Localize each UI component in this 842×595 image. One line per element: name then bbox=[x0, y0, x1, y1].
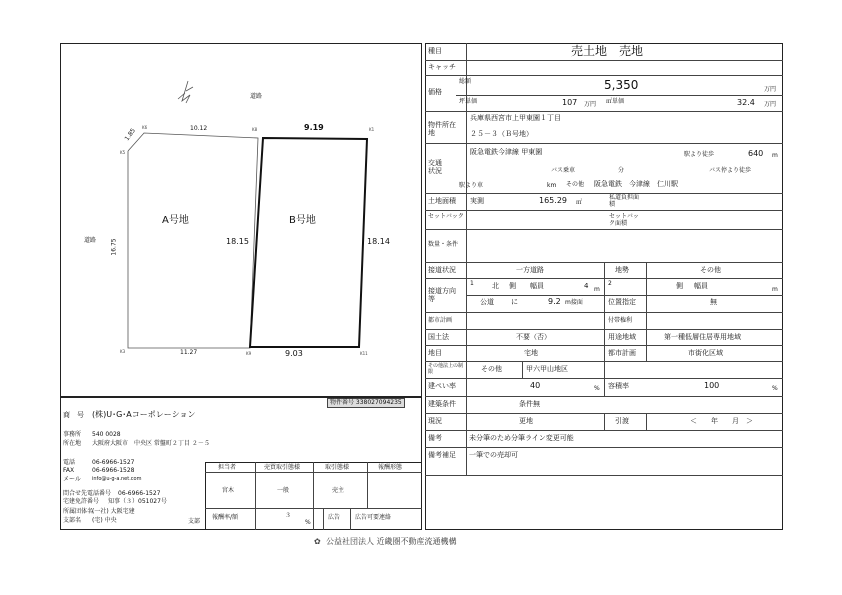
chimoku: 宅地 bbox=[524, 349, 538, 357]
dim-top-right: 9.19 bbox=[304, 123, 324, 132]
address-label: 所在地 bbox=[63, 440, 82, 447]
road2-unit: m bbox=[772, 286, 778, 293]
contact-label: 問合せ先電話番号 bbox=[63, 490, 112, 497]
price-unit: 万円 bbox=[764, 86, 777, 93]
road-status-label: 接道状況 bbox=[428, 266, 456, 274]
road1-no: 1 bbox=[470, 280, 474, 287]
status: 更地 bbox=[519, 417, 533, 425]
other-rest-label: その他法上の制限 bbox=[428, 363, 464, 375]
location-line2: ２５－３（Ｂ号地） bbox=[470, 130, 533, 138]
dim-a-right: 18.15 bbox=[226, 237, 249, 246]
bus-min: 分 bbox=[618, 167, 625, 174]
branch-label: 支部名 bbox=[63, 517, 82, 524]
postcode: 540 0028 bbox=[92, 431, 121, 438]
contact-tel: 06-6966-1527 bbox=[118, 490, 161, 497]
road2-side: 側 bbox=[676, 282, 683, 290]
land-law-label: 国土法 bbox=[428, 333, 449, 341]
pt-k1: K1 bbox=[369, 127, 375, 132]
other-rest: その他 bbox=[481, 365, 502, 373]
traffic-label: 交通状況 bbox=[428, 159, 442, 175]
city-area-label: 都市計画 bbox=[608, 349, 636, 357]
road1-unit: m bbox=[594, 286, 600, 293]
price-sub-label: 総額 bbox=[459, 78, 472, 85]
fax: 06-6966-1528 bbox=[92, 467, 135, 474]
cond-label: 建築条件 bbox=[428, 400, 456, 408]
far: 100 bbox=[704, 381, 720, 390]
land-area-value: 165.29 bbox=[539, 196, 567, 205]
h-person: 担当者 bbox=[218, 464, 237, 471]
company-name-label: 商 号 bbox=[63, 411, 84, 419]
frontage-unit: m接面 bbox=[565, 299, 583, 306]
tel-label: 電話 bbox=[63, 459, 76, 466]
far-unit: % bbox=[772, 385, 778, 392]
branch-suffix: 支部 bbox=[188, 518, 201, 525]
road-top-label: 道路 bbox=[250, 93, 263, 100]
land-category-label: 地勢 bbox=[615, 266, 629, 274]
pt-k8: K8 bbox=[252, 127, 258, 132]
license-label: 宅建免許番号 bbox=[63, 498, 100, 505]
zoning: 第一種低層住居専用地域 bbox=[664, 333, 741, 341]
tsubo-unit: 万円 bbox=[584, 101, 597, 108]
bcr-unit: % bbox=[594, 385, 600, 392]
h-fee: 報酬形態 bbox=[378, 464, 403, 471]
traffic-line1: 阪急電鉄今津線 甲東園 bbox=[470, 148, 543, 156]
land-law: 不要（否） bbox=[516, 333, 551, 341]
staff-person: 宮木 bbox=[222, 487, 235, 494]
road2-no: 2 bbox=[608, 280, 612, 287]
city-plan-label: 都市計画 bbox=[428, 317, 453, 324]
dim-b-right: 18.14 bbox=[367, 237, 390, 246]
commission-label: 報酬率/額 bbox=[212, 514, 239, 521]
price-value: 5,350 bbox=[604, 78, 639, 92]
bcr-label: 建ぺい率 bbox=[428, 382, 456, 390]
land-area-label: 土地面積 bbox=[428, 197, 456, 205]
fax-label: FAX bbox=[63, 467, 75, 474]
land-category: その他 bbox=[700, 266, 721, 274]
company-name: (株)U･G･Aコーポレーション bbox=[92, 410, 196, 419]
other-label: その他 bbox=[566, 181, 585, 188]
ni-particle: に bbox=[511, 298, 518, 306]
remark2-label: 備考補足 bbox=[428, 451, 456, 459]
zoning-label: 用途地域 bbox=[608, 333, 636, 341]
h-deal: 売買取引態様 bbox=[264, 464, 301, 471]
staff-trade: 売主 bbox=[332, 487, 345, 494]
road-status: 一方道路 bbox=[516, 266, 544, 274]
sqm-price: 32.4 bbox=[737, 98, 755, 107]
property-type: 売土地 売地 bbox=[571, 44, 644, 58]
city-area: 市街化区域 bbox=[688, 349, 723, 357]
chimoku-label: 地目 bbox=[428, 349, 442, 357]
dim-top-left: 10.12 bbox=[190, 125, 208, 132]
private-road-label: 私道負担面積 bbox=[609, 194, 640, 208]
dim-bottom-right: 9.03 bbox=[285, 349, 303, 358]
lot-b-label: B号地 bbox=[289, 215, 316, 226]
pt-k6: K6 bbox=[142, 125, 148, 130]
setback-area-label: セットバック面積 bbox=[609, 213, 639, 227]
h-trade: 取引態様 bbox=[325, 464, 350, 471]
count-cond-label: 数量・条件 bbox=[428, 241, 459, 248]
tel: 06-6966-1527 bbox=[92, 459, 135, 466]
road1-dir: 北 bbox=[492, 282, 499, 290]
staff-deal: 一般 bbox=[277, 487, 290, 494]
pt-k9: K9 bbox=[246, 351, 252, 356]
price-label: 価格 bbox=[428, 88, 442, 96]
road-dir-label: 接道方向等 bbox=[428, 287, 456, 304]
road1-width: 4 bbox=[584, 282, 589, 290]
bus-walk: バス停より徒歩 bbox=[709, 167, 752, 174]
traffic-line2: 阪急電鉄 今津線 仁川駅 bbox=[594, 180, 678, 188]
lot-a-label: A号地 bbox=[162, 215, 189, 226]
other-rest2: 甲六甲山地区 bbox=[526, 365, 568, 373]
office-label: 事務所 bbox=[63, 431, 82, 438]
location-label: 物件所在地 bbox=[428, 121, 456, 137]
license: 知事（３）051027号 bbox=[108, 498, 167, 505]
assoc-label: 所属団体名 bbox=[63, 508, 94, 515]
km-unit: km bbox=[547, 182, 557, 189]
email: info@u-g-a.net.com bbox=[92, 476, 142, 482]
address: 大阪府大阪市 中央区 常盤町２丁目 ２－５ bbox=[92, 440, 210, 447]
walk-label: 駅より徒歩 bbox=[684, 151, 715, 158]
dim-bottom-left: 11.27 bbox=[180, 349, 198, 356]
north-arrow-icon bbox=[178, 81, 193, 103]
pt-k11: K11 bbox=[360, 351, 368, 356]
from-station: 駅より車 bbox=[459, 182, 484, 189]
far-label: 容積率 bbox=[608, 382, 629, 390]
commission-unit: % bbox=[305, 519, 311, 526]
sqm-unit: 万円 bbox=[764, 101, 777, 108]
footer-logo-icon: ✿ bbox=[314, 537, 321, 546]
walk-unit: m bbox=[772, 152, 778, 159]
commission: ３ bbox=[285, 512, 292, 519]
sqm-label: ㎡単価 bbox=[606, 98, 625, 105]
tsubo-price: 107 bbox=[562, 98, 578, 107]
remark-label: 備考 bbox=[428, 434, 442, 442]
status-label: 現況 bbox=[428, 417, 442, 425]
setback-label: セットバック bbox=[428, 213, 464, 220]
frontage-value: 9.2 bbox=[548, 297, 561, 306]
remark: 未分筆のため分筆ライン変更可能 bbox=[469, 434, 574, 442]
actual-label: 実測 bbox=[470, 197, 484, 205]
lot-b-outline bbox=[250, 138, 367, 347]
mail-label: メール bbox=[63, 476, 81, 483]
land-area-unit: ㎡ bbox=[576, 199, 583, 206]
bcr: 40 bbox=[530, 381, 541, 390]
catch-label: キャッチ bbox=[428, 63, 456, 71]
loc-spec-label: 位置指定 bbox=[608, 298, 636, 306]
pt-k3: K3 bbox=[120, 349, 126, 354]
public-road: 公道 bbox=[480, 298, 494, 306]
road1-side: 側 bbox=[509, 282, 516, 290]
type-label: 種目 bbox=[428, 47, 442, 55]
loc-spec: 無 bbox=[710, 298, 717, 306]
walk-value: 640 bbox=[748, 149, 764, 158]
location-line1: 兵庫県西宮市上甲東園１丁目 bbox=[470, 114, 561, 122]
footer-org: 公益社団法人 近畿圏不動産流通機構 bbox=[326, 537, 457, 546]
bus-ride: バス乗車 bbox=[551, 167, 576, 174]
dim-left: 16.75 bbox=[110, 238, 118, 256]
pt-k5: K5 bbox=[120, 150, 126, 155]
cond: 条件無 bbox=[519, 400, 540, 408]
ad-value: 広告可要連絡 bbox=[355, 514, 392, 521]
assoc: (一社) 大阪宅建 bbox=[92, 508, 135, 515]
branch: (宅) 中央 bbox=[92, 517, 117, 524]
remark2: 一筆での売却可 bbox=[469, 451, 518, 459]
dim-corner: 1.85 bbox=[123, 127, 137, 143]
property-number: 物件番号 338027094235 bbox=[327, 398, 405, 408]
road-left-label: 道路 bbox=[84, 237, 97, 244]
road1-width-label: 幅員 bbox=[530, 282, 544, 290]
road2-width-label: 幅員 bbox=[694, 282, 708, 290]
handover-label: 引渡 bbox=[615, 417, 629, 425]
opt-ref-label: 付帯権利 bbox=[608, 317, 633, 324]
ad-label: 広告 bbox=[328, 514, 341, 521]
tsubo-label: 坪単価 bbox=[459, 98, 478, 105]
handover: ＜ 年 月 ＞ bbox=[690, 417, 753, 425]
lot-survey-diagram bbox=[60, 43, 422, 397]
